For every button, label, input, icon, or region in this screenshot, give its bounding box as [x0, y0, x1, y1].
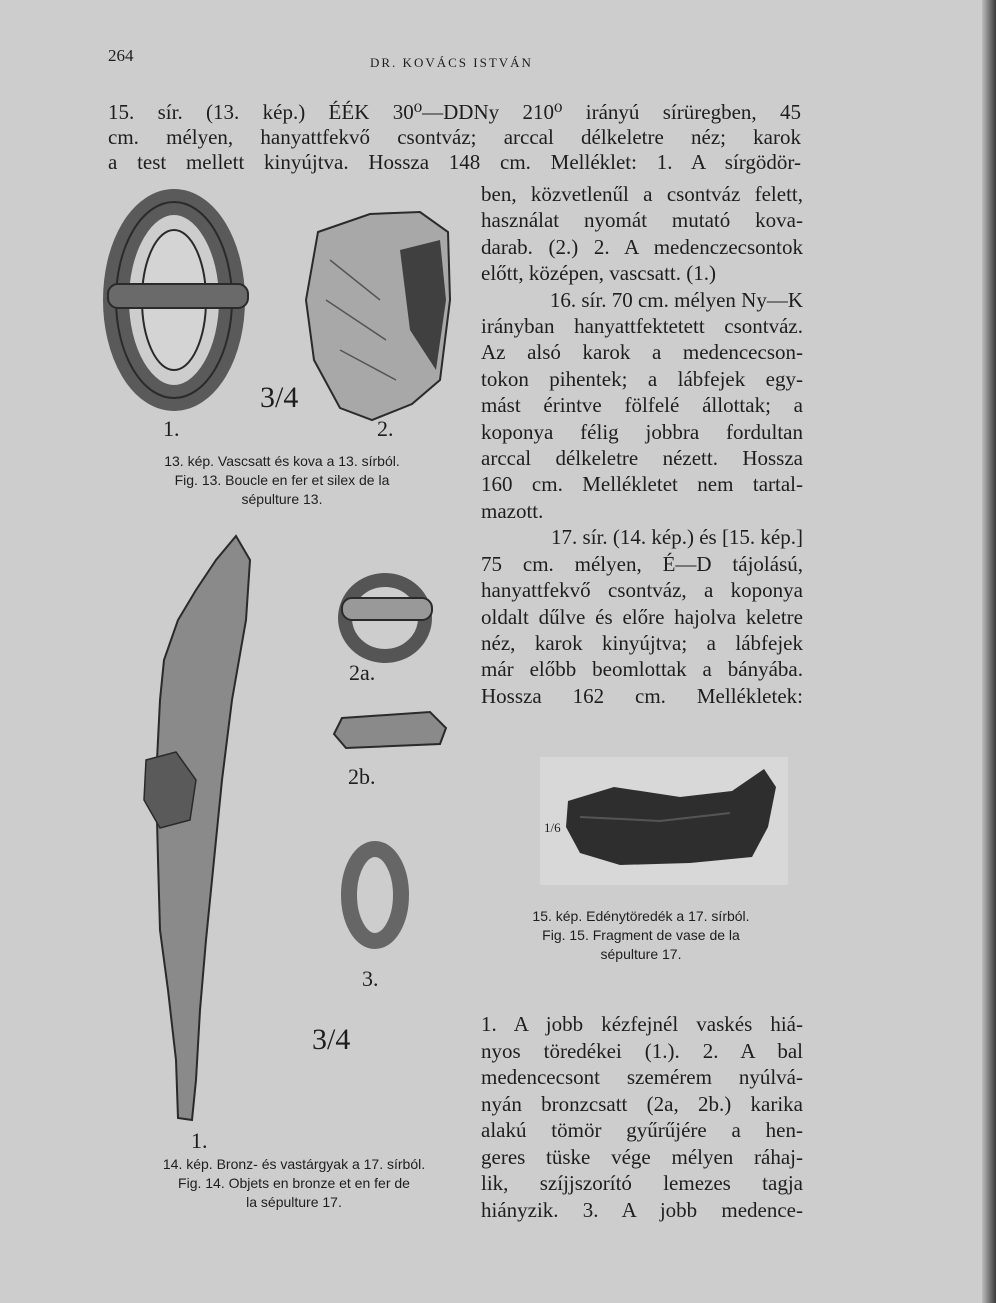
- text-line: geres tüske vége mélyen ráhaj-: [481, 1144, 803, 1169]
- figure-label: 1.: [163, 416, 180, 441]
- text-line: 75 cm. mélyen, É—D tájolású,: [481, 551, 803, 576]
- text-line: ben, közvetlenűl a csontváz felett,: [481, 182, 803, 206]
- text-line: oldalt dűlve és előre hajolva keletre: [481, 604, 803, 629]
- text-line: koponya félig jobbra fordultan: [481, 419, 803, 444]
- text-line: mazott.: [481, 498, 544, 523]
- text-line: 17. sír. (14. kép.) és [15. kép.]: [551, 525, 803, 550]
- text-line: darab. (2.) 2. A medenczecsontok: [481, 234, 803, 259]
- text-line: a test mellett kinyújtva. Hossza 148 cm. Melléklet: 1. A sírgödör-: [108, 150, 801, 174]
- bronze-buckle-2a-drawing: [342, 580, 432, 656]
- text-line: irányban hanyattfektetett csontváz.: [481, 314, 803, 339]
- running-title: DR. KOVÁCS ISTVÁN: [370, 55, 533, 70]
- figure-14-caption: 14. kép. Bronz- és vastárgyak a 17. sírból. Fig. 14. Objets en bronze et en fer de la sépulture 17.: [162, 1156, 426, 1210]
- ring-3-drawing: [349, 849, 401, 941]
- text-line: előtt, középen, vascsatt. (1.): [481, 261, 716, 286]
- text-line: nyán bronzcsatt (2a, 2b.) karika: [481, 1091, 803, 1116]
- text-line: cm. mélyen, hanyattfekvő csontváz; arccal délkeletre néz; karok: [108, 125, 801, 149]
- text-line: medencecsont szemérem nyúlvá-: [481, 1065, 803, 1089]
- scale-label: 3/4: [312, 1023, 351, 1056]
- figure-13-caption: 13. kép. Vascsatt és kova a 13. sírból. Fig. 13. Boucle en fer et silex de la sépulture 13.: [164, 453, 400, 507]
- text-line: már előbb beomlottak a bányába.: [481, 657, 803, 682]
- text-line: Az alsó karok a medencecson-: [481, 340, 803, 365]
- text-line: 160 cm. Mellékletet nem tartal-: [481, 472, 803, 497]
- figure-15-caption: 15. kép. Edénytöredék a 17. sírból. Fig. 15. Fragment de vase de la sépulture 17.: [532, 908, 750, 962]
- text-line: hiányzik. 3. A jobb medence-: [481, 1197, 803, 1222]
- text-line: hanyattfekvő csontváz, a koponya: [481, 578, 803, 603]
- text-line: lik, szíjjszorító lemezes tagja: [481, 1171, 803, 1195]
- figure-label: 1.: [191, 1128, 208, 1153]
- scale-label: 3/4: [260, 381, 299, 414]
- text-line: tokon pihentek; a lábfejek egy-: [481, 366, 803, 391]
- text-line: nyos töredékei (1.). 2. A bal: [481, 1038, 803, 1063]
- scale-label: 1/6: [544, 820, 561, 835]
- text-line: 16. sír. 70 cm. mélyen Ny—K: [549, 287, 803, 312]
- bronze-buckle-2b-drawing: [334, 712, 446, 748]
- text-line: 1. A jobb kézfejnél vaskés hiá-: [481, 1012, 803, 1036]
- iron-rod-drawing: [144, 536, 250, 1120]
- figure-label: 2a.: [349, 660, 376, 685]
- text-line: használat nyomát mutató kova-: [481, 208, 803, 233]
- text-line: mást érintve fölfelé állottak; a: [481, 393, 803, 418]
- vase-fragment-photo: [540, 757, 788, 885]
- figure-label: 3.: [362, 966, 379, 991]
- text-line: néz, karok kinyújtva; a lábfejek: [481, 630, 803, 655]
- figure-label: 2.: [377, 416, 394, 441]
- text-line: Hossza 162 cm. Mellékletek:: [481, 683, 803, 708]
- figure-label: 2b.: [348, 764, 376, 789]
- text-line: alakú tömör gyűrűjére a hen-: [481, 1118, 803, 1142]
- text-line: 15. sír. (13. kép.) ÉÉK 30⁰—DDNy 210⁰ irányú sírüregben, 45: [108, 100, 801, 124]
- text-line: arccal délkeletre nézett. Hossza: [481, 446, 803, 471]
- page-number: 264: [108, 46, 134, 65]
